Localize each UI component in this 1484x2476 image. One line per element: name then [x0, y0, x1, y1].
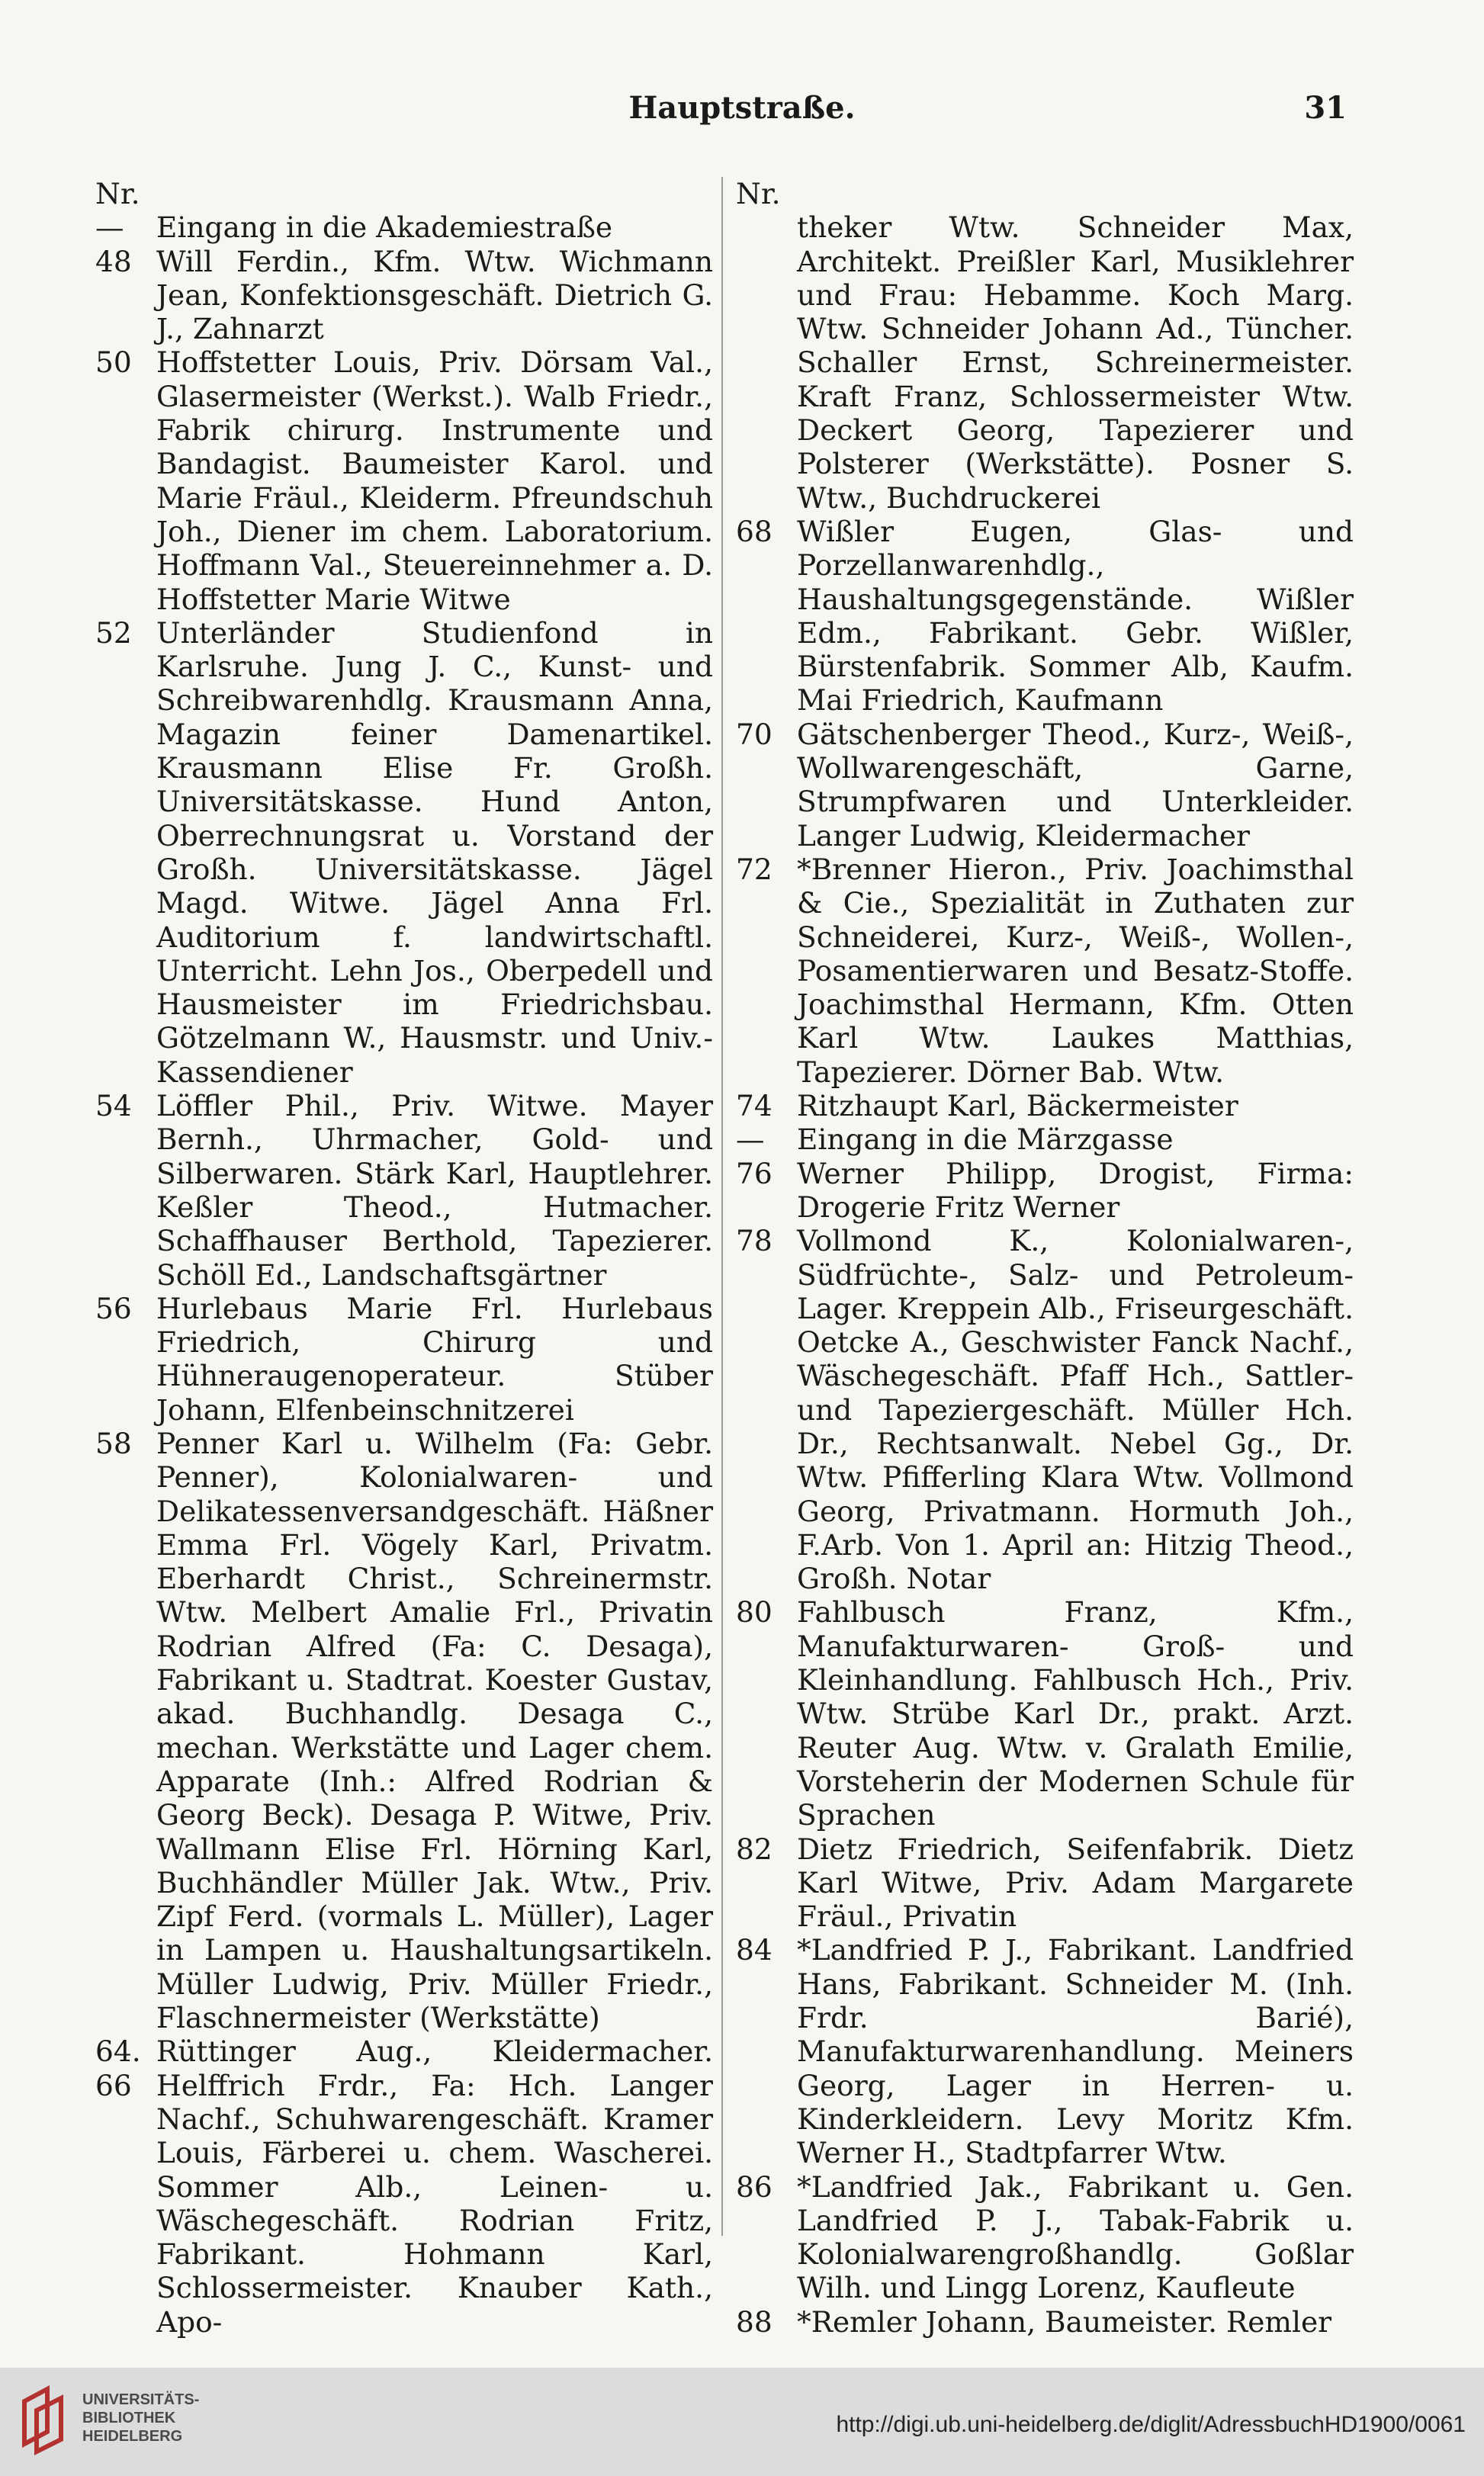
house-number: 74 — [736, 1089, 773, 1123]
address-entry — [95, 345, 713, 615]
viewer-footer — [0, 2368, 1484, 2476]
address-entry — [736, 1933, 1354, 2169]
address-entry — [95, 245, 713, 346]
address-entry — [736, 1595, 1354, 1832]
address-entry — [736, 1089, 1354, 1122]
entry-text: theker Wtw. Schneider Max, Architekt. Preißler Karl, Musiklehrer und Frau: Hebamme. Koch Marg. Wtw. Schneider Johann Ad., Tüncher. Schaller Ernst, Schreinermeister. Kraft Franz, Schlossermeister Wtw. Deckert Georg, Tapezierer und Polsterer (Werkstätte). Posner S. Wtw., Buchdruckerei — [797, 210, 1354, 515]
address-entry — [95, 2034, 713, 2339]
entry-text: Will Ferdin., Kfm. Wtw. Wichmann Jean, Konfektionsgeschäft. Dietrich G. J., Zahnarzt — [156, 244, 713, 346]
right-column — [736, 177, 1354, 2339]
house-number: 48 — [95, 244, 132, 278]
house-number: 58 — [95, 1426, 132, 1460]
house-number: 70 — [736, 717, 773, 751]
address-entry — [736, 1157, 1354, 1225]
address-entry — [736, 2170, 1354, 2305]
column-heading: Nr. — [736, 177, 781, 210]
address-entry — [736, 210, 1354, 515]
house-number: — — [95, 210, 124, 245]
entry-text: Dietz Friedrich, Seifenfabrik. Dietz Karl Witwe, Priv. Adam Margarete Fräul., Privatin — [797, 1832, 1354, 1934]
logo-line: HEIDELBERG — [82, 2428, 183, 2445]
logo-line: BIBLIOTHEK — [82, 2410, 176, 2426]
entry-text: *Remler Johann, Baumeister. Remler — [797, 2304, 1332, 2339]
library-logo-icon — [17, 2384, 70, 2458]
address-entry — [95, 1292, 713, 1427]
house-number: 56 — [95, 1291, 132, 1325]
address-entry — [95, 210, 713, 244]
house-number: 86 — [736, 2169, 773, 2204]
left-column — [95, 177, 713, 2339]
entry-text: Hurlebaus Marie Frl. Hurlebaus Friedrich, Chirurg und Hühneraugenoperateur. Stüber Johann, Elfenbeinschnitzerei — [156, 1291, 713, 1427]
logo-line: UNIVERSITÄTS- — [82, 2391, 200, 2408]
entry-text: Hoffstetter Louis, Priv. Dörsam Val., Glasermeister (Werkst.). Walb Friedr., Fabrik chirurg. Instrumente und Bandagist. Baumeister Karol. und Marie Fräul., Kleiderm. Pfreundschuh Joh., Diener im chem. Laboratorium. Hoffmann Val., Steuereinnehmer a. D. Hoffstetter Marie Witwe — [156, 345, 713, 616]
entry-text: *Landfried Jak., Fabrikant u. Gen. Landfried P. J., Tabak-Fabrik u. Kolonialwarengroßhandlg. Goßlar Wilh. und Lingg Lorenz, Kaufleute — [797, 2169, 1354, 2305]
page-title: Hauptstraße. — [628, 90, 856, 126]
house-number: 50 — [95, 345, 132, 380]
entry-text: Eingang in die Märzgasse — [797, 1122, 1174, 1157]
address-entry — [736, 1122, 1354, 1156]
permalink-url[interactable]: http://digi.ub.uni-heidelberg.de/diglit/AdressbuchHD1900/0061 — [836, 2412, 1466, 2437]
address-entry — [736, 1832, 1354, 1934]
house-number: — — [736, 1122, 765, 1157]
house-number: 72 — [736, 852, 773, 886]
house-number: 54 — [95, 1089, 132, 1123]
entry-text: *Brenner Hieron., Priv. Joachimsthal & Cie., Spezialität in Zuthaten zur Schneiderei, Kurz-, Weiß-, Wollen-, Posamentierwaren und Besatz-Stoffe. Joachimsthal Hermann, Kfm. Otten Karl Wtw. Laukes Matthias, Tapezierer. Dörner Bab. Wtw. — [797, 852, 1354, 1089]
house-number: 78 — [736, 1224, 773, 1258]
library-logo-text — [82, 2391, 199, 2445]
column-divider — [721, 177, 723, 2236]
entry-text: Rüttinger Aug., Kleidermacher. Helffrich Frdr., Fa: Hch. Langer Nachf., Schuhwarengeschäft. Kramer Louis, Färberei u. chem. Wascherei. Sommer Alb., Leinen- u. Wäschegeschäft. Rodrian Fritz, Fabrikant. Hohmann Karl, Schlossermeister. Knauber Kath., Apo- — [156, 2034, 713, 2339]
page-number: 31 — [1304, 90, 1347, 126]
address-entry — [736, 2305, 1354, 2339]
column-heading: Nr. — [95, 177, 140, 210]
entry-text: Löffler Phil., Priv. Witwe. Mayer Bernh., Uhrmacher, Gold- und Silberwaren. Stärk Karl, Hauptlehrer. Keßler Theod., Hutmacher. Schaffhauser Berthold, Tapezierer. Schöll Ed., Landschaftsgärtner — [156, 1089, 713, 1292]
entry-text: Wißler Eugen, Glas- und Porzellanwarenhdlg., Haushaltungsgegenstände. Wißler Edm., Fabrikant. Gebr. Wißler, Bürstenfabrik. Sommer Alb, Kaufm. Mai Friedrich, Kaufmann — [797, 514, 1354, 718]
address-entry — [95, 1089, 713, 1292]
address-entry — [736, 515, 1354, 718]
logo-mark-svg — [17, 2384, 70, 2458]
house-number: 68 — [736, 514, 773, 548]
house-number: 80 — [736, 1595, 773, 1630]
address-entry — [95, 616, 713, 1089]
address-entry — [736, 718, 1354, 853]
house-number: 64. 66 — [95, 2034, 141, 2102]
entry-text: Fahlbusch Franz, Kfm., Manufakturwaren- Groß- und Kleinhandlung. Fahlbusch Hch., Priv. Wtw. Strübe Karl Dr., prakt. Arzt. Reuter Aug. Wtw. v. Gralath Emilie, Vorsteherin der Modernen Schule für Sprachen — [797, 1595, 1354, 1832]
house-number: 88 — [736, 2304, 773, 2339]
house-number: 76 — [736, 1156, 773, 1190]
entry-text: Vollmond K., Kolonialwaren-, Südfrüchte-, Salz- und Petroleum-Lager. Kreppein Alb., Friseurgeschäft. Oetcke A., Geschwister Fanck Nachf., Wäschegeschäft. Pfaff Hch., Sattler- und Tapeziergeschäft. Müller Hch. Dr., Rechtsanwalt. Nebel Gg., Dr. Wtw. Pfifferling Klara Wtw. Vollmond Georg, Privatmann. Hormuth Joh., F.Arb. Von 1. April an: Hitzig Theod., Großh. Notar — [797, 1224, 1354, 1596]
house-number: 82 — [736, 1832, 773, 1866]
house-number: 52 — [95, 615, 132, 650]
address-entry — [736, 853, 1354, 1089]
running-head — [0, 90, 1484, 136]
entry-text: Penner Karl u. Wilhelm (Fa: Gebr. Penner), Kolonialwaren- und Delikatessenversandgeschäft. Häßner Emma Frl. Vögely Karl, Privatm. Eberhardt Christ., Schreinermstr. Wtw. Melbert Amalie Frl., Privatin Rodrian Alfred (Fa: C. Desaga), Fabrikant u. Stadtrat. Koester Gustav, akad. Buchhandlg. Desaga C., mechan. Werkstätte und Lager chem. Apparate (Inh.: Alfred Rodrian & Georg Beck). Desaga P. Witwe, Priv. Wallmann Elise Frl. Hörning Karl, Buchhändler Müller Jak. Wtw., Priv. Zipf Ferd. (vormals L. Müller), Lager in Lampen u. Haushaltungsartikeln. Müller Ludwig, Priv. Müller Friedr., Flaschnermeister (Werkstätte) — [156, 1426, 713, 2035]
address-entry — [736, 1224, 1354, 1595]
entry-text: Ritzhaupt Karl, Bäckermeister — [797, 1089, 1238, 1123]
address-entry — [95, 1427, 713, 2034]
house-number: 84 — [736, 1933, 773, 1967]
entry-text: Eingang in die Akademiestraße — [156, 210, 613, 245]
entry-text: *Landfried P. J., Fabrikant. Landfried Hans, Fabrikant. Schneider M. (Inh. Frdr. Barié), Manufakturwarenhandlung. Meiners Georg, Lager in Herren- u. Kinderkleidern. Levy Moritz Kfm. Werner H., Stadtpfarrer Wtw. — [797, 1933, 1354, 2170]
entry-text: Gätschenberger Theod., Kurz-, Weiß-, Wollwarengeschäft, Garne, Strumpfwaren und Unterkleider. Langer Ludwig, Kleidermacher — [797, 717, 1354, 853]
entry-text: Unterländer Studienfond in Karlsruhe. Jung J. C., Kunst- und Schreibwarenhdlg. Krausmann Anna, Magazin feiner Damenartikel. Krausmann Elise Fr. Großh. Universitätskasse. Hund Anton, Oberrechnungsrat u. Vorstand der Großh. Universitätskasse. Jägel Magd. Witwe. Jägel Anna Frl. Auditorium f. landwirtschaftl. Unterricht. Lehn Jos., Oberpedell und Hausmeister im Friedrichsbau. Götzelmann W., Hausmstr. und Univ.-Kassendiener — [156, 615, 713, 1089]
entry-text: Werner Philipp, Drogist, Firma: Drogerie Fritz Werner — [797, 1156, 1354, 1224]
